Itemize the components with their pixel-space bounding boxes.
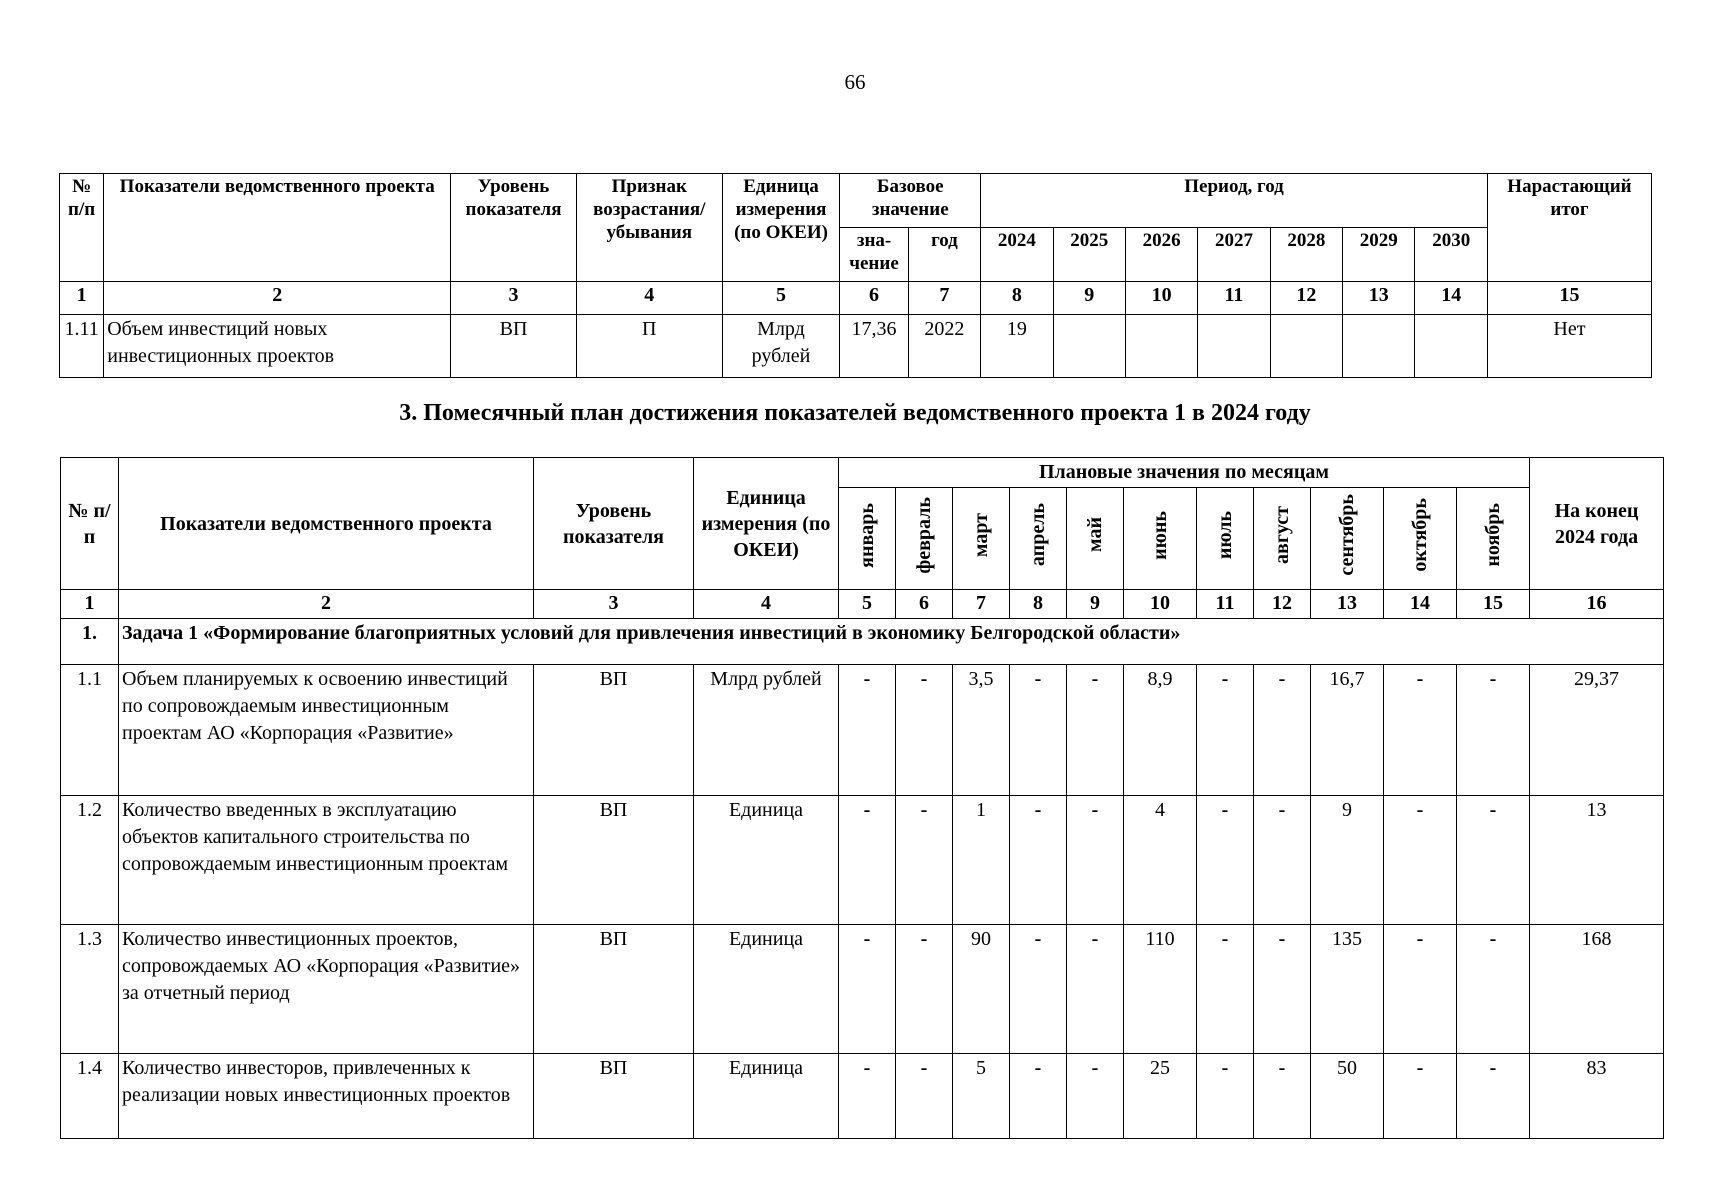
month-value: - (1254, 925, 1311, 1054)
row-num: 1.2 (61, 796, 119, 925)
month-value: - (1384, 1054, 1457, 1139)
month-value: 110 (1124, 925, 1197, 1054)
month-value: - (1197, 665, 1254, 796)
column-number: 14 (1415, 282, 1487, 315)
row-unit: Единица (694, 925, 839, 1054)
month-value: - (1457, 925, 1530, 1054)
header-cumulative: Нарастающий итог (1487, 174, 1651, 282)
column-number: 2 (119, 590, 534, 619)
month-value: - (1384, 925, 1457, 1054)
header-indicator: Показатели ведомственного проекта (104, 174, 451, 282)
month-label: сентябрь (1336, 494, 1358, 576)
header-indicator: Показатели ведомственного проекта (119, 458, 534, 590)
header-base: Базовое значение (840, 174, 981, 228)
month-label: март (970, 512, 992, 558)
month-value: - (839, 1054, 896, 1139)
page-number: 66 (844, 70, 866, 94)
row-level: ВП (534, 1054, 694, 1139)
month-label: май (1084, 517, 1106, 553)
row-unit: Млрд рублей (694, 665, 839, 796)
header-year: 2029 (1343, 228, 1415, 282)
row-year-value (1053, 315, 1125, 378)
row-end-value: 13 (1530, 796, 1664, 925)
month-label: октябрь (1409, 498, 1431, 572)
month-value: - (1384, 665, 1457, 796)
header-month (1067, 488, 1124, 590)
column-number: 7 (953, 590, 1010, 619)
header-month (896, 488, 953, 590)
row-year-value (1125, 315, 1197, 378)
month-value: - (1254, 665, 1311, 796)
month-value: - (1010, 796, 1067, 925)
table-row (61, 796, 1664, 925)
column-number: 11 (1197, 590, 1254, 619)
header-year: 2024 (981, 228, 1053, 282)
column-number: 3 (534, 590, 694, 619)
column-number: 4 (694, 590, 839, 619)
month-value: - (1457, 1054, 1530, 1139)
column-number: 8 (1010, 590, 1067, 619)
row-name: Количество инвестиционных проектов, сопровождаемых АО «Корпорация «Развитие» за отчетный период (119, 925, 534, 1054)
column-number: 10 (1125, 282, 1197, 315)
column-number: 3 (451, 282, 577, 315)
month-value: - (1457, 665, 1530, 796)
month-label: июль (1214, 510, 1236, 560)
task-num: 1. (61, 619, 119, 665)
column-number: 16 (1530, 590, 1664, 619)
header-num: № п/п (61, 458, 119, 590)
month-value: - (1010, 925, 1067, 1054)
month-label: июнь (1149, 510, 1171, 560)
column-number: 12 (1254, 590, 1311, 619)
month-value: 90 (953, 925, 1010, 1054)
column-number: 10 (1124, 590, 1197, 619)
column-number: 13 (1311, 590, 1384, 619)
row-num: 1.11 (60, 315, 104, 378)
column-number: 1 (61, 590, 119, 619)
month-value: - (1010, 1054, 1067, 1139)
header-level: Уровень показателя (451, 174, 577, 282)
month-value: - (1197, 1054, 1254, 1139)
row-base-value: 17,36 (840, 315, 908, 378)
header-end-of-year: На конец 2024 года (1530, 458, 1664, 590)
column-number: 8 (981, 282, 1053, 315)
month-value: - (896, 925, 953, 1054)
row-num: 1.3 (61, 925, 119, 1054)
month-label: февраль (913, 496, 935, 574)
header-year: 2026 (1125, 228, 1197, 282)
indicators-table (59, 173, 1652, 378)
row-end-value: 83 (1530, 1054, 1664, 1139)
row-level: ВП (534, 796, 694, 925)
row-year-value: 19 (981, 315, 1053, 378)
column-number: 11 (1198, 282, 1270, 315)
month-label: апрель (1027, 503, 1049, 567)
month-value: - (839, 665, 896, 796)
row-level: ВП (534, 665, 694, 796)
row-year-value (1198, 315, 1270, 378)
header-month (839, 488, 896, 590)
column-number: 14 (1384, 590, 1457, 619)
row-unit: Единица (694, 796, 839, 925)
month-value: 5 (953, 1054, 1010, 1139)
month-value: - (896, 796, 953, 925)
row-num: 1.4 (61, 1054, 119, 1139)
month-label: январь (856, 502, 878, 568)
section-title: 3. Помесячный план достижения показателей ведомственного проекта 1 в 2024 году (399, 400, 1311, 426)
row-num: 1.1 (61, 665, 119, 796)
column-number: 9 (1053, 282, 1125, 315)
month-value: - (1067, 925, 1124, 1054)
header-plan: Плановые значения по месяцам (839, 458, 1530, 488)
row-unit: Млрд рублей (722, 315, 840, 378)
header-unit: Единица измерения (по ОКЕИ) (722, 174, 840, 282)
month-label: ноябрь (1482, 503, 1504, 567)
header-month (1010, 488, 1067, 590)
month-value: - (1067, 796, 1124, 925)
header-base-year: год (908, 228, 980, 282)
row-cumulative: Нет (1487, 315, 1651, 378)
row-name: Объем планируемых к освоению инвестиций по сопровождаемым инвестиционным проектам АО «Корпорация «Развитие» (119, 665, 534, 796)
header-month (953, 488, 1010, 590)
month-value: 8,9 (1124, 665, 1197, 796)
month-value: 3,5 (953, 665, 1010, 796)
row-level: ВП (451, 315, 577, 378)
month-value: - (896, 665, 953, 796)
column-number: 2 (104, 282, 451, 315)
header-level: Уровень показателя (534, 458, 694, 590)
month-value: - (1254, 796, 1311, 925)
month-value: 4 (1124, 796, 1197, 925)
month-value: - (1254, 1054, 1311, 1139)
month-value: 25 (1124, 1054, 1197, 1139)
row-year-value (1270, 315, 1342, 378)
header-sign: Признак возрастания/ убывания (576, 174, 722, 282)
header-year: 2028 (1270, 228, 1342, 282)
column-number: 5 (839, 590, 896, 619)
row-name: Количество инвесторов, привлеченных к реализации новых инвестиционных проектов (119, 1054, 534, 1139)
table-row (61, 1054, 1664, 1139)
column-number: 13 (1343, 282, 1415, 315)
column-number: 6 (896, 590, 953, 619)
column-number: 9 (1067, 590, 1124, 619)
header-year: 2027 (1198, 228, 1270, 282)
row-name: Объем инвестиций новых инвестиционных проектов (104, 315, 451, 378)
row-sign: П (576, 315, 722, 378)
row-base-year: 2022 (908, 315, 980, 378)
month-value: - (839, 925, 896, 1054)
month-value: 9 (1311, 796, 1384, 925)
month-value: - (1384, 796, 1457, 925)
month-value: - (1067, 665, 1124, 796)
header-month (1197, 488, 1254, 590)
month-value: - (1197, 925, 1254, 1054)
task-row (61, 619, 1664, 665)
header-month (1457, 488, 1530, 590)
month-value: - (1067, 1054, 1124, 1139)
header-num: № п/п (60, 174, 104, 282)
row-unit: Единица (694, 1054, 839, 1139)
column-number: 5 (722, 282, 840, 315)
row-year-value (1415, 315, 1487, 378)
column-number: 6 (840, 282, 908, 315)
column-number: 1 (60, 282, 104, 315)
row-end-value: 168 (1530, 925, 1664, 1054)
column-number: 12 (1270, 282, 1342, 315)
row-name: Количество введенных в эксплуатацию объектов капитального строительства по сопровождаемым инвестиционным проектам (119, 796, 534, 925)
header-month (1384, 488, 1457, 590)
month-value: - (839, 796, 896, 925)
header-year: 2030 (1415, 228, 1487, 282)
table-row (61, 665, 1664, 796)
header-base-value: зна- чение (840, 228, 908, 282)
column-number: 15 (1457, 590, 1530, 619)
month-value: - (1010, 665, 1067, 796)
month-value: - (1197, 796, 1254, 925)
row-level: ВП (534, 925, 694, 1054)
month-value: 50 (1311, 1054, 1384, 1139)
column-number: 15 (1487, 282, 1651, 315)
task-text: Задача 1 «Формирование благоприятных условий для привлечения инвестиций в экономику Белгородской области» (119, 619, 1664, 665)
header-month (1311, 488, 1384, 590)
header-unit: Единица измерения (по ОКЕИ) (694, 458, 839, 590)
month-value: 1 (953, 796, 1010, 925)
row-end-value: 29,37 (1530, 665, 1664, 796)
table-row (60, 315, 1652, 378)
table-row (61, 925, 1664, 1054)
header-month (1124, 488, 1197, 590)
header-period: Период, год (981, 174, 1488, 228)
row-year-value (1343, 315, 1415, 378)
column-number: 7 (908, 282, 980, 315)
month-value: 16,7 (1311, 665, 1384, 796)
month-value: 135 (1311, 925, 1384, 1054)
column-number: 4 (576, 282, 722, 315)
header-month (1254, 488, 1311, 590)
monthly-plan-table (60, 457, 1664, 1139)
month-value: - (896, 1054, 953, 1139)
header-year: 2025 (1053, 228, 1125, 282)
month-value: - (1457, 796, 1530, 925)
month-label: август (1271, 506, 1293, 564)
